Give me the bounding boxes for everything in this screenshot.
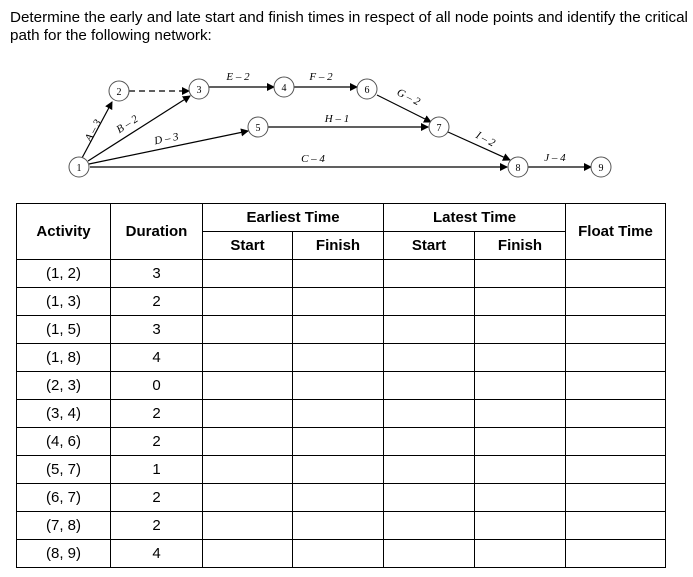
node-4 bbox=[274, 77, 294, 97]
table-row bbox=[17, 540, 666, 568]
duration-cell: 0 bbox=[111, 372, 203, 400]
question-text: Determine the early and late start and finish times in respect of all node points and identify the critical path for the following network: bbox=[10, 9, 688, 44]
svg-text:3: 3 bbox=[196, 85, 202, 96]
edge-label-j: J – 4 bbox=[544, 152, 566, 164]
svg-text:1: 1 bbox=[76, 163, 82, 174]
earliest-start-cell[interactable] bbox=[203, 540, 293, 568]
activity-cell: (3, 4) bbox=[17, 400, 111, 428]
duration-cell: 3 bbox=[111, 260, 203, 288]
node-1 bbox=[69, 157, 89, 177]
edge-label-f: F – 2 bbox=[309, 71, 333, 83]
earliest-finish-cell[interactable] bbox=[293, 316, 384, 344]
latest-finish-header: Finish bbox=[475, 232, 566, 260]
latest-finish-cell[interactable] bbox=[475, 428, 566, 456]
float-cell[interactable] bbox=[566, 512, 666, 540]
latest-start-cell[interactable] bbox=[384, 484, 475, 512]
edge-1-3 bbox=[88, 96, 190, 161]
edge-label-g: G – 2 bbox=[394, 86, 422, 109]
earliest-finish-header: Finish bbox=[293, 232, 384, 260]
duration-cell: 1 bbox=[111, 456, 203, 484]
latest-start-header: Start bbox=[384, 232, 475, 260]
duration-cell: 4 bbox=[111, 344, 203, 372]
activity-cell: (1, 3) bbox=[17, 288, 111, 316]
node-8 bbox=[508, 157, 528, 177]
latest-finish-cell[interactable] bbox=[475, 456, 566, 484]
float-cell[interactable] bbox=[566, 316, 666, 344]
float-cell[interactable] bbox=[566, 260, 666, 288]
activity-cell: (2, 3) bbox=[17, 372, 111, 400]
table-row bbox=[17, 456, 666, 484]
duration-cell: 2 bbox=[111, 512, 203, 540]
table-row bbox=[17, 260, 666, 288]
earliest-finish-cell[interactable] bbox=[293, 260, 384, 288]
earliest-start-cell[interactable] bbox=[203, 288, 293, 316]
earliest-time-header: Earliest Time bbox=[203, 204, 384, 232]
earliest-finish-cell[interactable] bbox=[293, 372, 384, 400]
latest-start-cell[interactable] bbox=[384, 260, 475, 288]
latest-finish-cell[interactable] bbox=[475, 260, 566, 288]
float-cell[interactable] bbox=[566, 372, 666, 400]
activity-cell: (1, 5) bbox=[17, 316, 111, 344]
latest-start-cell[interactable] bbox=[384, 372, 475, 400]
earliest-start-cell[interactable] bbox=[203, 372, 293, 400]
float-cell[interactable] bbox=[566, 288, 666, 316]
node-9 bbox=[591, 157, 611, 177]
network-diagram bbox=[0, 0, 693, 200]
duration-cell: 2 bbox=[111, 428, 203, 456]
activity-cell: (4, 6) bbox=[17, 428, 111, 456]
latest-finish-cell[interactable] bbox=[475, 484, 566, 512]
earliest-start-cell[interactable] bbox=[203, 512, 293, 540]
latest-start-cell[interactable] bbox=[384, 456, 475, 484]
edge-label-d: D – 3 bbox=[153, 130, 180, 148]
duration-header: Duration bbox=[111, 204, 203, 260]
edge-label-h: H – 1 bbox=[324, 113, 350, 125]
earliest-finish-cell[interactable] bbox=[293, 428, 384, 456]
table-row bbox=[17, 316, 666, 344]
activity-header: Activity bbox=[17, 204, 111, 260]
latest-start-cell[interactable] bbox=[384, 288, 475, 316]
latest-finish-cell[interactable] bbox=[475, 400, 566, 428]
float-cell[interactable] bbox=[566, 540, 666, 568]
duration-cell: 2 bbox=[111, 288, 203, 316]
earliest-start-cell[interactable] bbox=[203, 428, 293, 456]
table-row bbox=[17, 512, 666, 540]
latest-start-cell[interactable] bbox=[384, 540, 475, 568]
earliest-finish-cell[interactable] bbox=[293, 512, 384, 540]
svg-text:5: 5 bbox=[255, 123, 261, 134]
earliest-finish-cell[interactable] bbox=[293, 400, 384, 428]
earliest-start-header: Start bbox=[203, 232, 293, 260]
float-cell[interactable] bbox=[566, 344, 666, 372]
svg-text:6: 6 bbox=[364, 85, 370, 96]
latest-start-cell[interactable] bbox=[384, 344, 475, 372]
node-2 bbox=[109, 81, 129, 101]
latest-finish-cell[interactable] bbox=[475, 372, 566, 400]
edge-label-i: I – 2 bbox=[473, 129, 498, 150]
float-cell[interactable] bbox=[566, 400, 666, 428]
earliest-start-cell[interactable] bbox=[203, 260, 293, 288]
activity-cell: (5, 7) bbox=[17, 456, 111, 484]
duration-cell: 2 bbox=[111, 484, 203, 512]
node-6 bbox=[357, 79, 377, 99]
earliest-start-cell[interactable] bbox=[203, 400, 293, 428]
activity-cell: (8, 9) bbox=[17, 540, 111, 568]
activity-cell: (1, 8) bbox=[17, 344, 111, 372]
duration-cell: 4 bbox=[111, 540, 203, 568]
earliest-start-cell[interactable] bbox=[203, 484, 293, 512]
latest-finish-cell[interactable] bbox=[475, 540, 566, 568]
duration-cell: 3 bbox=[111, 316, 203, 344]
svg-text:9: 9 bbox=[598, 163, 604, 174]
activity-cell: (6, 7) bbox=[17, 484, 111, 512]
earliest-start-cell[interactable] bbox=[203, 316, 293, 344]
activity-cell: (7, 8) bbox=[17, 512, 111, 540]
float-cell[interactable] bbox=[566, 428, 666, 456]
table-row bbox=[17, 344, 666, 372]
earliest-finish-cell[interactable] bbox=[293, 456, 384, 484]
table-row bbox=[17, 484, 666, 512]
edge-label-c: C – 4 bbox=[301, 153, 325, 165]
svg-text:2: 2 bbox=[116, 87, 122, 98]
svg-text:4: 4 bbox=[281, 83, 287, 94]
earliest-finish-cell[interactable] bbox=[293, 344, 384, 372]
earliest-start-cell[interactable] bbox=[203, 456, 293, 484]
latest-start-cell[interactable] bbox=[384, 512, 475, 540]
float-cell[interactable] bbox=[566, 456, 666, 484]
latest-finish-cell[interactable] bbox=[475, 288, 566, 316]
latest-start-cell[interactable] bbox=[384, 428, 475, 456]
earliest-start-cell[interactable] bbox=[203, 344, 293, 372]
earliest-finish-cell[interactable] bbox=[293, 288, 384, 316]
float-cell[interactable] bbox=[566, 484, 666, 512]
schedule-table bbox=[16, 203, 666, 568]
table-row bbox=[17, 400, 666, 428]
table-row bbox=[17, 288, 666, 316]
latest-finish-cell[interactable] bbox=[475, 512, 566, 540]
table-row bbox=[17, 372, 666, 400]
earliest-finish-cell[interactable] bbox=[293, 484, 384, 512]
node-3 bbox=[189, 79, 209, 99]
node-7 bbox=[429, 117, 449, 137]
edge-label-e: E – 2 bbox=[226, 71, 250, 83]
activity-cell: (1, 2) bbox=[17, 260, 111, 288]
latest-start-cell[interactable] bbox=[384, 400, 475, 428]
svg-text:8: 8 bbox=[515, 163, 521, 174]
earliest-finish-cell[interactable] bbox=[293, 540, 384, 568]
latest-finish-cell[interactable] bbox=[475, 344, 566, 372]
node-5 bbox=[248, 117, 268, 137]
edge-label-a: A – 3 bbox=[82, 117, 105, 144]
table-row bbox=[17, 428, 666, 456]
latest-start-cell[interactable] bbox=[384, 316, 475, 344]
float-time-header: Float Time bbox=[566, 204, 666, 260]
latest-finish-cell[interactable] bbox=[475, 316, 566, 344]
duration-cell: 2 bbox=[111, 400, 203, 428]
svg-text:7: 7 bbox=[436, 123, 442, 134]
latest-time-header: Latest Time bbox=[384, 204, 566, 232]
edge-label-b: B – 2 bbox=[114, 113, 141, 136]
